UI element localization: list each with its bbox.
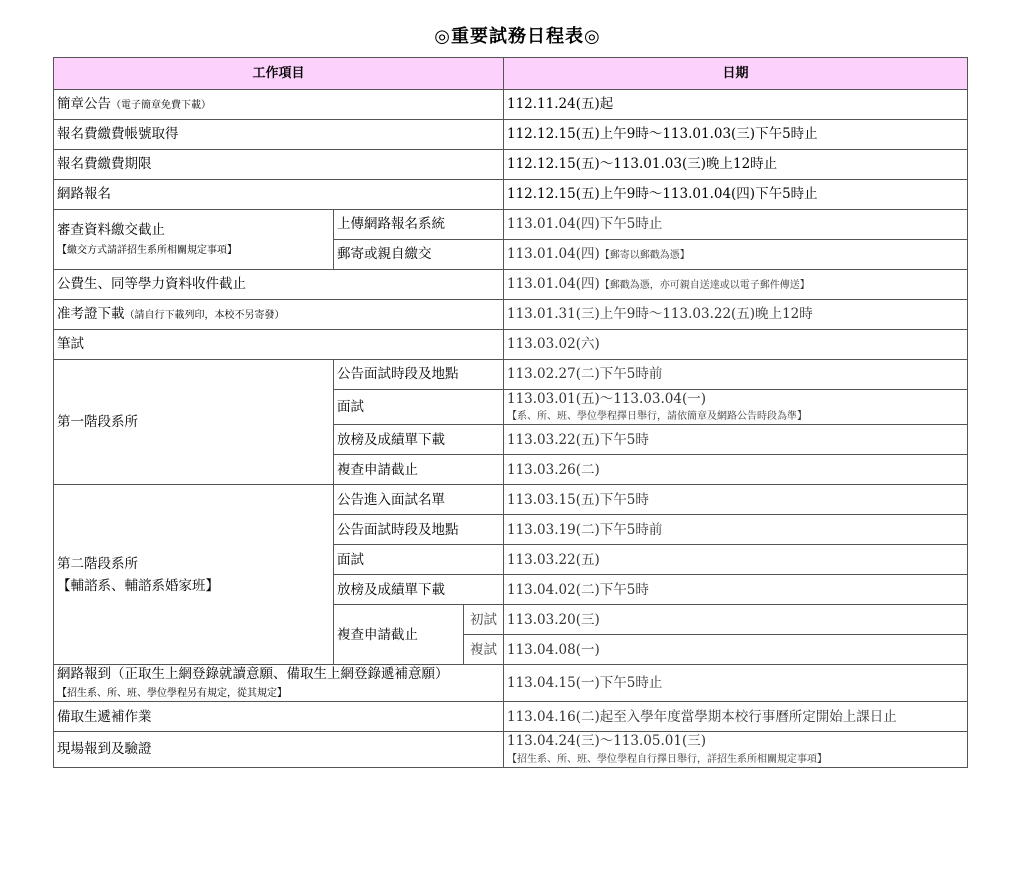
task-cell: 報名費繳費期限 [54, 150, 504, 180]
date-cell: 113.01.31(三)上午9時～113.03.22(五)晚上12時 [504, 300, 968, 330]
sub-task-cell: 面試 [334, 545, 504, 575]
sub-task-cell: 公告面試時段及地點 [334, 515, 504, 545]
table-row [54, 732, 968, 767]
task-cell: 筆試 [54, 330, 504, 360]
date-cell: 113.03.19(二)下午5時前 [504, 515, 968, 545]
date-cell [504, 270, 968, 300]
date-note: 【郵戳為憑，亦可親自送達或以電子郵件傳送】 [599, 280, 810, 292]
task-cell [54, 210, 334, 270]
schedule-table [53, 57, 968, 768]
task-label: 網路報到（正取生上網登錄就讀意願、備取生上網登錄遞補意願） [57, 666, 449, 683]
task-note: （電子簡章免費下載） [111, 100, 211, 112]
task-cell [54, 90, 504, 120]
table-row [54, 150, 968, 180]
date-cell: 112.12.15(五)～113.01.03(三)晚上12時止 [504, 150, 968, 180]
sub-task-cell: 面試 [334, 390, 504, 425]
date-note: 【系、所、班、學位學程擇日舉行，請依簡章及網路公告時段為準】 [507, 411, 807, 423]
date-cell: 113.04.16(二)起至入學年度當學期本校行事曆所定開始上課日止 [504, 702, 968, 732]
sub-task-cell: 公告面試時段及地點 [334, 360, 504, 390]
table-row [54, 485, 968, 515]
date-cell: 113.03.15(五)下午5時 [504, 485, 968, 515]
date-text: 113.01.04(四) [507, 246, 600, 263]
task-label: 審查資料繳交截止 [57, 222, 165, 239]
date-cell: 112.11.24(五)起 [504, 90, 968, 120]
task-label: 准考證下載 [57, 306, 125, 323]
sub-task-cell: 放榜及成績單下載 [334, 425, 504, 455]
date-cell: 113.02.27(二)下午5時前 [504, 360, 968, 390]
exam-round-cell: 初試 [464, 605, 504, 635]
date-cell [504, 240, 968, 270]
sub-task-cell: 複查申請截止 [334, 455, 504, 485]
table-row [54, 360, 968, 390]
task-cell: 報名費繳費帳號取得 [54, 120, 504, 150]
table-row [54, 665, 968, 702]
sub-task-cell: 上傳網路報名系統 [334, 210, 504, 240]
sub-task-cell: 郵寄或親自繳交 [334, 240, 504, 270]
date-cell: 112.12.15(五)上午9時～113.01.04(四)下午5時止 [504, 180, 968, 210]
task-note: 【輔諮系、輔諮系婚家班】 [57, 577, 219, 594]
header-date: 日期 [504, 58, 968, 90]
exam-round-cell: 複試 [464, 635, 504, 665]
date-note: 【郵寄以郵戳為憑】 [599, 250, 690, 262]
sub-task-cell: 公告進入面試名單 [334, 485, 504, 515]
table-row [54, 300, 968, 330]
date-text: 113.01.04(四) [507, 276, 600, 293]
date-cell: 112.12.15(五)上午9時～113.01.03(三)下午5時止 [504, 120, 968, 150]
stage1-task-cell: 第一階段系所 [54, 360, 334, 485]
task-note: （請自行下載列印，本校不另寄發） [124, 310, 285, 322]
table-row [54, 270, 968, 300]
task-cell: 網路報名 [54, 180, 504, 210]
task-cell [54, 300, 504, 330]
date-cell: 113.03.22(五)下午5時 [504, 425, 968, 455]
table-row [54, 702, 968, 732]
date-cell: 113.03.22(五) [504, 545, 968, 575]
table-row [54, 180, 968, 210]
sub-task-cell: 複查申請截止 [334, 605, 464, 665]
date-cell: 113.03.26(二) [504, 455, 968, 485]
date-cell: 113.04.15(一)下午5時止 [504, 665, 968, 702]
date-note: 【招生系、所、班、學位學程自行擇日舉行，詳招生系所相關規定事項】 [507, 753, 827, 765]
table-row [54, 90, 968, 120]
task-label: 簡章公告 [57, 96, 111, 113]
date-cell: 113.01.04(四)下午5時止 [504, 210, 968, 240]
task-label: 第二階段系所 [57, 555, 138, 572]
date-text: 113.04.24(三)～113.05.01(三) [507, 733, 706, 750]
page-title: ◎重要試務日程表◎ [434, 26, 601, 47]
task-note: 【招生系、所、班、學位學程另有規定，從其規定】 [57, 688, 287, 700]
date-cell: 113.03.02(六) [504, 330, 968, 360]
header-row [54, 58, 968, 90]
task-cell [54, 665, 504, 702]
task-note: 【繳交方式請詳招生系所相關規定事項】 [57, 244, 237, 256]
stage2-task-cell [54, 485, 334, 665]
table-row [54, 330, 968, 360]
task-cell: 公費生、同等學力資料收件截止 [54, 270, 504, 300]
date-cell: 113.03.20(三) [504, 605, 968, 635]
table-row [54, 210, 968, 240]
header-task: 工作項目 [54, 58, 504, 90]
task-cell: 現場報到及驗證 [54, 732, 504, 767]
date-cell [504, 390, 968, 425]
date-cell: 113.04.08(一) [504, 635, 968, 665]
table-row [54, 120, 968, 150]
date-cell: 113.04.02(二)下午5時 [504, 575, 968, 605]
date-cell [504, 732, 968, 767]
date-text: 113.03.01(五)～113.03.04(一) [507, 391, 706, 407]
sub-task-cell: 放榜及成績單下載 [334, 575, 504, 605]
task-cell: 備取生遞補作業 [54, 702, 504, 732]
